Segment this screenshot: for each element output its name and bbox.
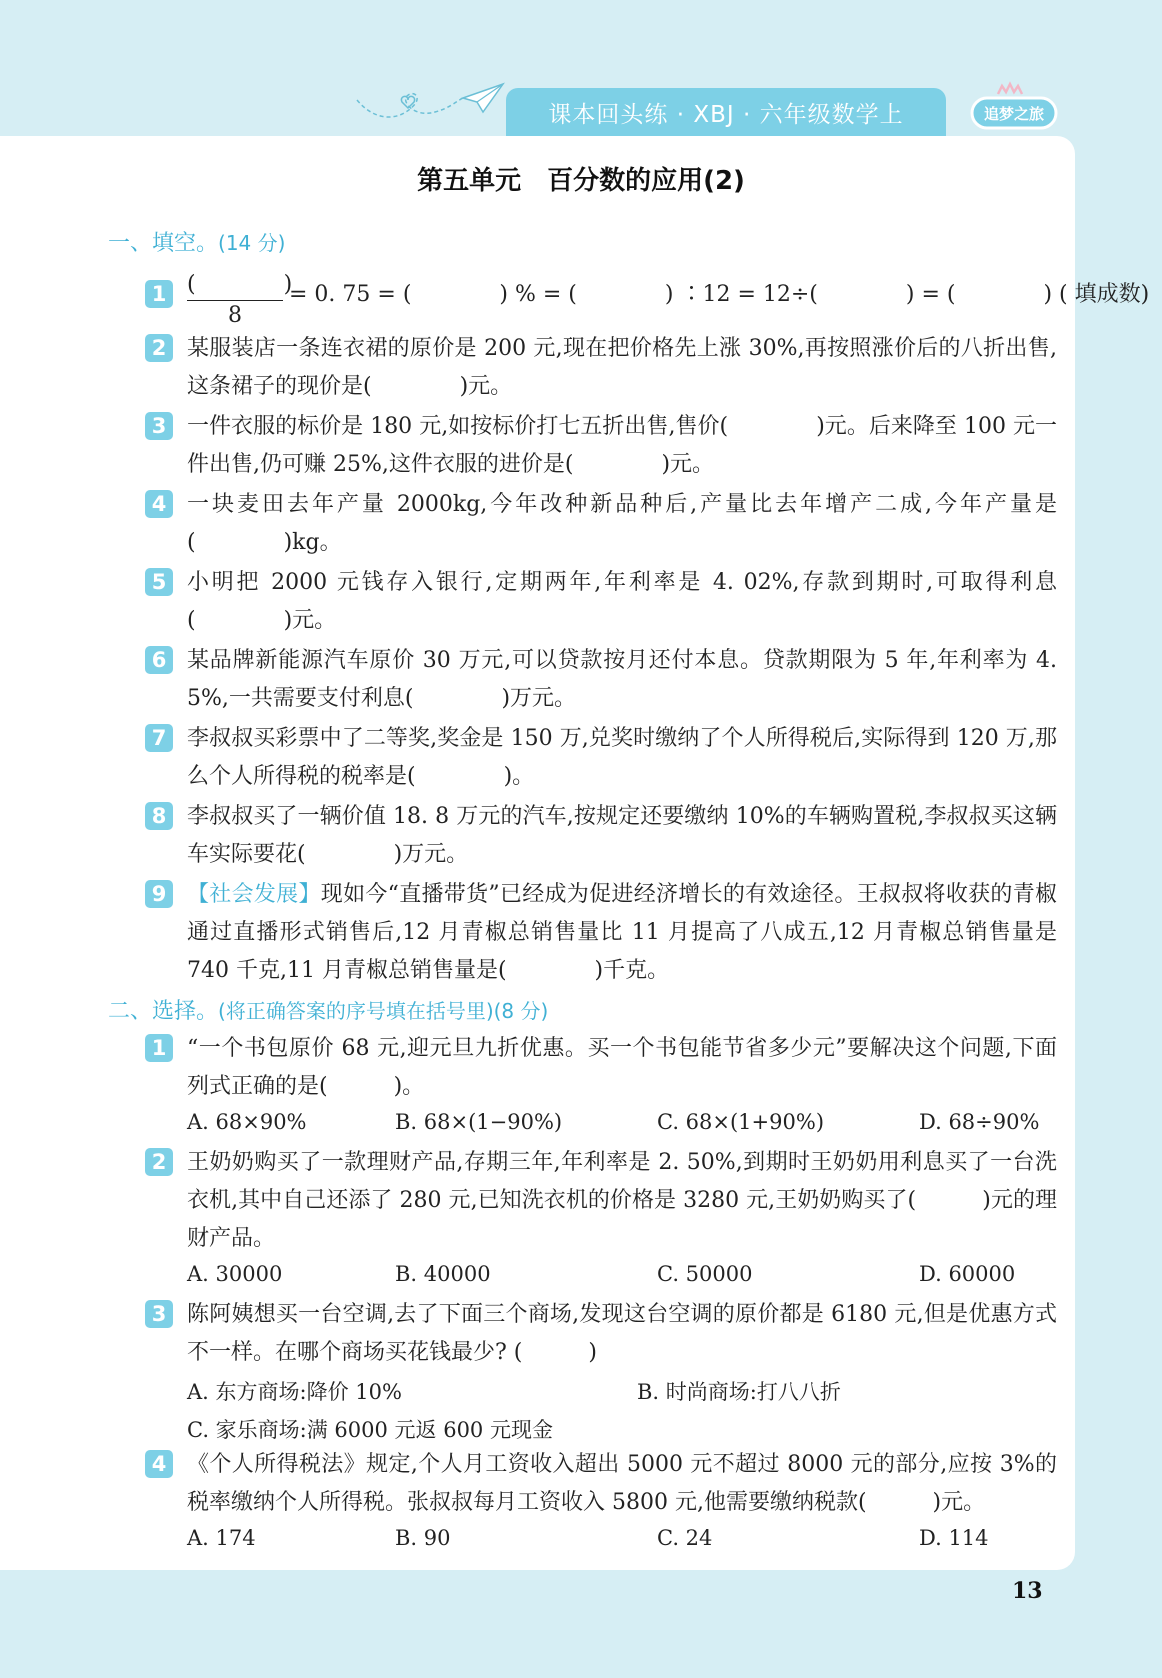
question-text — [187, 876, 1057, 990]
option-c: C. 24 — [657, 1526, 713, 1550]
question-number: 3 — [145, 1300, 173, 1328]
option-a: A. 68×90% — [187, 1110, 307, 1134]
question-number: 2 — [145, 1148, 173, 1176]
section-1-heading — [108, 226, 285, 257]
question-text: = 0. 75 = ( ) % = ( ) ∶12 = 12÷( ) = ( ) ( 填成数) — [289, 282, 1150, 307]
question-text: 陈阿姨想买一台空调,去了下面三个商场,发现这台空调的原价都是 6180 元,但是优惠方式不一样。在哪个商场买花钱最少? ( ) — [187, 1302, 1057, 1365]
option-b: B. 90 — [395, 1526, 451, 1550]
question-number: 6 — [145, 646, 173, 674]
page-title: 第五单元 百分数的应用(2) — [417, 166, 745, 196]
option-d: D. 68÷90% — [919, 1110, 1040, 1134]
question-number: 5 — [145, 568, 173, 596]
question-text: 小明把 2000 元钱存入银行,定期两年,年利率是 4. 02%,存款到期时,可取得利息( )元。 — [187, 570, 1057, 633]
question-text: “一个书包原价 68 元,迎元旦九折优惠。买一个书包能节省多少元”要解决这个问题,下面列式正确的是( )。 — [187, 1036, 1057, 1099]
option-c: C. 50000 — [657, 1262, 753, 1286]
option-b: B. 40000 — [395, 1262, 491, 1286]
section-2-heading — [108, 994, 548, 1025]
question-number: 9 — [145, 880, 173, 908]
question-number: 8 — [145, 802, 173, 830]
option-d: D. 60000 — [919, 1262, 1016, 1286]
question-text: 一块麦田去年产量 2000kg,今年改种新品种后,产量比去年增产二成,今年产量是( )kg。 — [187, 492, 1057, 555]
topic-tag: 【社会发展】 — [187, 882, 321, 907]
question-text: 李叔叔买了一辆价值 18. 8 万元的汽车,按规定还要缴纳 10%的车辆购置税,李叔叔买这辆车实际要花( )万元。 — [187, 804, 1057, 867]
option-a: A. 30000 — [187, 1262, 283, 1286]
section-1-note: (14 分) — [218, 231, 286, 255]
fraction-numerator: ( ) — [187, 270, 283, 301]
question-text: 王奶奶购买了一款理财产品,存期三年,年利率是 2. 50%,到期时王奶奶用利息买了一台洗衣机,其中自己还添了 280 元,已知洗衣机的价格是 3280 元,王奶奶购买了( )元的理财产品。 — [187, 1150, 1057, 1251]
question-number: 3 — [145, 412, 173, 440]
section-2-title: 二、选择。 — [108, 999, 219, 1024]
option-a: A. 174 — [187, 1526, 256, 1550]
question-text: 某品牌新能源汽车原价 30 万元,可以贷款按月还付本息。贷款期限为 5 年,年利率为 4. 5%,一共需要支付利息( )万元。 — [187, 648, 1057, 711]
page-number: 13 — [1012, 1578, 1043, 1604]
question-text: 李叔叔买彩票中了二等奖,奖金是 150 万,兑奖时缴纳了个人所得税后,实际得到 120 万,那么个人所得税的税率是( )。 — [187, 726, 1057, 789]
question-text: 《个人所得税法》规定,个人月工资收入超出 5000 元不超过 8000 元的部分,应按 3%的税率缴纳个人所得税。张叔叔每月工资收入 5800 元,他需要缴纳税款( )元。 — [187, 1452, 1057, 1515]
option-b: B. 时尚商场:打八八折 — [637, 1380, 841, 1404]
question-number: 4 — [145, 490, 173, 518]
question-body: 现如今“直播带货”已经成为促进经济增长的有效途径。王叔叔将收获的青椒通过直播形式销售后,12 月青椒总销售量比 11 月提高了八成五,12 月青椒总销售量是 740 千克,11 月青椒总销售量是( )千克。 — [187, 882, 1057, 983]
question-number: 7 — [145, 724, 173, 752]
option-a: A. 东方商场:降价 10% — [187, 1380, 402, 1404]
paper-plane-icon — [355, 82, 505, 132]
option-b: B. 68×(1−90%) — [395, 1110, 563, 1134]
question-number: 1 — [145, 1034, 173, 1062]
question-text: 一件衣服的标价是 180 元,如按标价打七五折出售,售价( )元。后来降至 100 元一件出售,仍可赚 25%,这件衣服的进价是( )元。 — [187, 414, 1057, 477]
question-number: 2 — [145, 334, 173, 362]
question-number: 4 — [145, 1450, 173, 1478]
header-banner: 课本回头练 · XBJ · 六年级数学上 — [506, 88, 946, 136]
logo — [968, 80, 1060, 136]
fraction-denominator: 8 — [228, 303, 242, 328]
logo-text: 追梦之旅 — [983, 105, 1045, 123]
option-c: C. 68×(1+90%) — [657, 1110, 825, 1134]
question-number: 1 — [145, 280, 173, 308]
question-text: 某服装店一条连衣裙的原价是 200 元,现在把价格先上涨 30%,再按照涨价后的八折出售,这条裙子的现价是( )元。 — [187, 336, 1057, 399]
section-1-title: 一、填空。 — [108, 231, 219, 256]
section-2-note: (将正确答案的序号填在括号里)(8 分) — [218, 999, 549, 1023]
fraction — [187, 270, 293, 331]
option-d: D. 114 — [919, 1526, 989, 1550]
option-c: C. 家乐商场:满 6000 元返 600 元现金 — [187, 1418, 553, 1442]
